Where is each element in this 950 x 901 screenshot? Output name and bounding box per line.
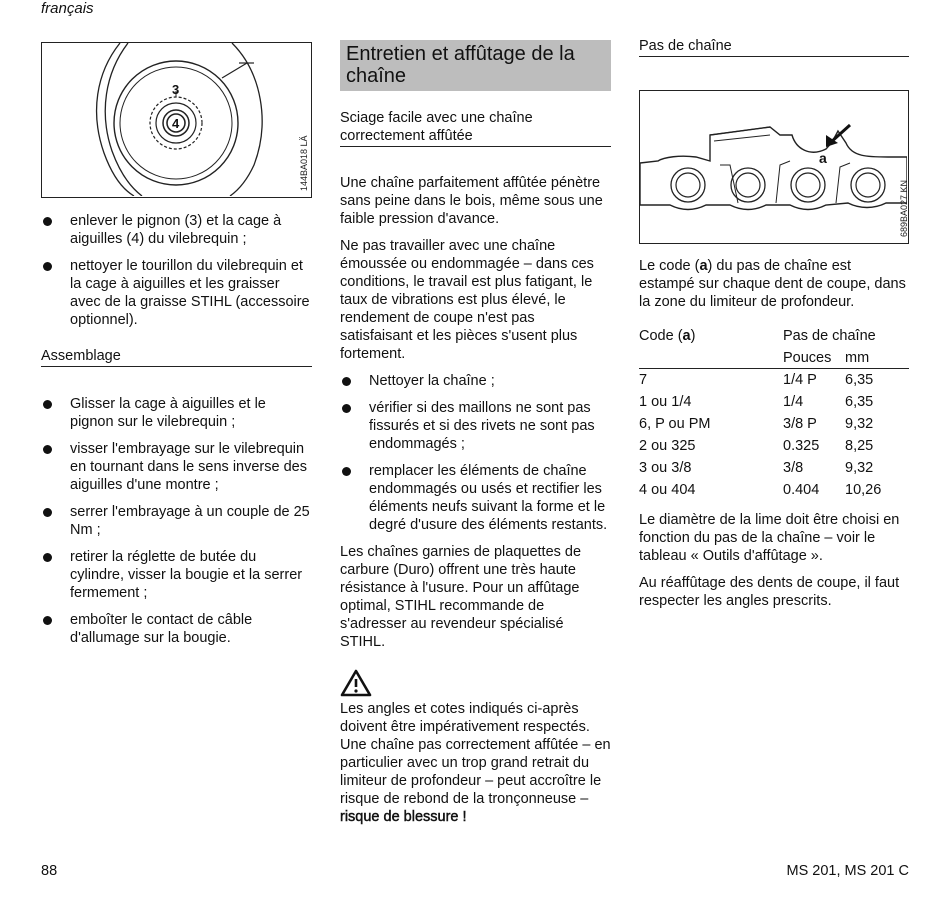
warning-bold: risque de blessure ! <box>340 809 467 825</box>
subheading: Sciage facile avec une chaîne correctement affûtée <box>340 109 611 147</box>
assembly-heading: Assemblage <box>41 347 312 367</box>
subheader-empty <box>639 347 783 369</box>
disassembly-steps <box>41 212 312 329</box>
cell-mm: 6,35 <box>845 394 874 410</box>
list-item: visser l'embrayage sur le vilebrequin en tournant dans le sens inverse des aiguilles d'une montre ; <box>41 440 312 494</box>
cell-inch: 1/4 P <box>783 372 817 388</box>
maintenance-steps <box>340 372 611 534</box>
list-item: enlever le pignon (3) et la cage à aiguilles (4) du vilebrequin ; <box>41 212 312 248</box>
pinion-label: 3 <box>172 82 180 97</box>
cell-inch: 0.404 <box>783 482 820 498</box>
chain-code-label: a <box>819 150 827 166</box>
paragraph: Les chaînes garnies de plaquettes de carbure (Duro) offrent une très haute résistance à l'usure. Pour un affûtage optimal, STIHL recommande de s'adresser au revendeur spécialisé STIHL. <box>340 544 582 650</box>
cage-label: 4 <box>172 116 180 131</box>
intro-paragraph: Une chaîne parfaitement affûtée pénètre sans peine dans le bois, même sous une faible pression d'avance. <box>340 175 603 227</box>
paragraph: Ne pas travailler avec une chaîne émoussée ou endommagée – dans ces conditions, le travail est plus fatigant, le taux de vibrations est plus élevé, le rendement de coupe n'est pas satisfaisant et les pièces s'usent plus fortement. <box>340 238 594 362</box>
table-row <box>639 479 909 501</box>
cell-inch: 0.325 <box>783 438 820 454</box>
paragraph: Le diamètre de la lime doit être choisi en fonction du pas de la chaîne – voir le tableau « Outils d'affûtage ». <box>639 512 900 564</box>
cell-mm: 9,32 <box>845 460 874 476</box>
list-item: emboîter le contact de câble d'allumage sur la bougie. <box>41 611 312 647</box>
text-fragment: Code ( <box>639 328 683 344</box>
page-number: 88 <box>41 863 58 879</box>
cell-mm: 6,35 <box>845 372 874 388</box>
list-item: serrer l'embrayage à un couple de 25 Nm ; <box>41 503 312 539</box>
list-item: Glisser la cage à aiguilles et le pignon sur le vilebrequin ; <box>41 395 312 431</box>
header-pitch: Pas de chaîne <box>783 328 876 344</box>
figure-code: 689BA027 KN <box>899 179 909 237</box>
warning-paragraph <box>340 700 611 826</box>
cell-code: 2 ou 325 <box>639 438 696 454</box>
warning-triangle-icon <box>340 669 372 697</box>
paragraph <box>639 257 909 311</box>
chain-figure <box>639 90 909 244</box>
cell-mm: 8,25 <box>845 438 874 454</box>
cell-mm: 9,32 <box>845 416 874 432</box>
paragraph: Au réaffûtage des dents de coupe, il faut respecter les angles prescrits. <box>639 575 900 609</box>
table-row <box>639 413 909 435</box>
cell-inch: 3/8 <box>783 460 804 476</box>
table-row <box>639 457 909 479</box>
model-name: MS 201, MS 201 C <box>786 863 909 879</box>
list-item: Nettoyer la chaîne ; <box>340 372 611 390</box>
table-subheader-row <box>639 347 909 369</box>
code-letter: a <box>682 328 691 344</box>
cell-inch: 1/4 <box>783 394 804 410</box>
chain-pitch-heading: Pas de chaîne <box>639 37 909 57</box>
cell-mm: 10,26 <box>845 482 882 498</box>
figure-code: 144BA018 LÄ <box>299 135 309 191</box>
warning-text: Les angles et cotes indiqués ci-après doivent être impérativement respectés. Une chaîne pas correctement affûtée – en particulier avec un trop grand retrait du limiteur de profondeur – peut accroître le risque de rebond de la tronçonneuse – <box>340 701 611 807</box>
language-label: français <box>41 0 94 17</box>
subheader-inch: Pouces <box>783 347 845 369</box>
column-middle <box>340 40 611 835</box>
cell-code: 3 ou 3/8 <box>639 460 692 476</box>
table-row <box>639 369 909 392</box>
section-title: Entretien et affûtage de la chaîne <box>340 40 611 91</box>
chain-illustration <box>640 91 907 242</box>
cell-code: 6, P ou PM <box>639 416 711 432</box>
text-fragment: ) du pas de chaîne est estampé sur chaque dent de coupe, dans la zone du limiteur de profondeur. <box>639 258 906 310</box>
table-row <box>639 435 909 457</box>
cell-code: 1 ou 1/4 <box>639 394 692 410</box>
text-fragment: ) <box>690 328 696 344</box>
cell-code: 7 <box>639 372 648 388</box>
pitch-table <box>639 325 909 501</box>
subheader-mm: mm <box>845 347 909 369</box>
table-header-row <box>639 325 909 347</box>
code-letter: a <box>699 258 708 274</box>
text-fragment: Le code ( <box>639 258 700 274</box>
cell-inch: 3/8 P <box>783 416 817 432</box>
clutch-pinion-figure <box>41 42 312 198</box>
column-left <box>41 42 312 656</box>
assembly-steps <box>41 395 312 647</box>
table-row <box>639 391 909 413</box>
list-item: nettoyer le tourillon du vilebrequin et la cage à aiguilles et les graisser avec de la graisse STIHL (accessoire optionnel). <box>41 257 312 329</box>
list-item: retirer la réglette de butée du cylindre, visser la bougie et la serrer fermement ; <box>41 548 312 602</box>
cell-code: 4 ou 404 <box>639 482 696 498</box>
header-code <box>639 325 783 347</box>
column-right <box>639 37 909 619</box>
list-item: remplacer les éléments de chaîne endommagés ou usés et rectifier les éléments neufs suivant la forme et le degré d'usure des éléments restants. <box>340 462 611 534</box>
list-item: vérifier si des maillons ne sont pas fissurés et si des rivets ne sont pas endommagés ; <box>340 399 611 453</box>
